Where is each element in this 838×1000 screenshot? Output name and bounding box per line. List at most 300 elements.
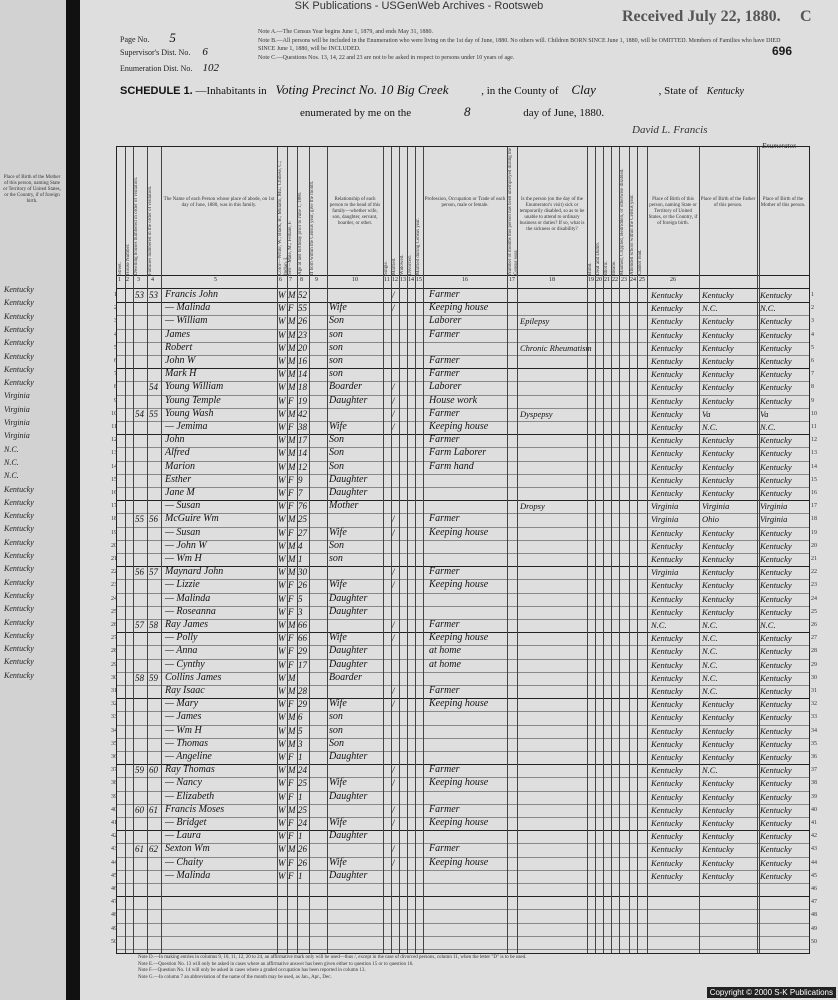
line-number: 46 [111,886,117,892]
married-mark: / [392,514,395,525]
occupation-cell: Farmer [429,513,460,525]
line-number: 28 [111,648,117,655]
supervisor-value: 6 [202,46,208,58]
adjacent-page-entry: Virginia [4,418,30,427]
adjacent-page-entry: Kentucky [4,604,34,614]
page-binding [66,0,80,1000]
enumerated-line [300,104,604,120]
column-header: Color—White, W.; Black, B.; Mulatto, Mu.; Chinese, C.; Indian, I. [278,160,289,275]
color-cell: W [278,316,286,327]
column-number: 24 [630,277,636,283]
mother-birthplace-cell: Kentucky [760,765,792,776]
note-c: Note C.—Questions Nos. 13, 14, 22 and 23 are not to be asked in respect to persons under 10 years of age. [258,54,515,61]
line-number-right: 10 [811,410,817,417]
father-birthplace-cell: Kentucky [702,844,734,855]
enumerator-signature: David L. Francis [632,124,708,136]
line-number-right: 44 [811,859,817,866]
column-header: Is the person (on the day of the Enumerator's visit) sick or temporarily disabled, so as to be unable to attend to ordinary business or duties? If so, what is the sickness or disability? [519,197,585,232]
person-name: — Chaity [165,856,204,868]
family-number: 60 [149,765,158,776]
age-cell: 19 [298,395,307,406]
column-rule [287,147,288,953]
line-number: 41 [111,820,117,826]
adjacent-page-entry: Kentucky [4,670,34,680]
age-cell: 1 [298,791,303,802]
age-cell: 25 [298,514,307,525]
occupation-cell: Keeping house [429,632,489,644]
table-row [111,896,817,909]
person-name: John W [165,355,196,366]
column-header: Married during Census year. [416,218,421,275]
adjacent-page-entry: Kentucky [4,351,34,361]
age-cell: 16 [298,356,307,366]
line-number: 49 [111,925,117,932]
county-value: Clay [571,82,596,97]
family-number: 54 [149,382,158,393]
sex-cell: F [288,831,294,842]
sickness-cell: Chronic Rheumatism [520,342,592,353]
column-header: If born within the Census year, give the month. [310,180,315,275]
occupation-cell: Farmer [429,368,460,380]
birthplace-cell: Kentucky [651,580,683,591]
color-cell: W [278,356,286,366]
relationship-cell: Son [329,737,344,749]
line-number: 25 [111,608,117,615]
mother-birthplace-cell: Virginia [760,501,788,512]
column-rule [629,147,630,953]
column-header: Divorced. [408,255,413,275]
sex-cell: M [288,461,296,472]
color-cell: W [278,435,286,446]
age-cell: 29 [298,646,307,657]
person-name: — Thomas [165,737,209,749]
line-number-right: 2 [811,305,814,312]
relationship-cell: Wife [329,632,347,644]
adjacent-page-entry: Kentucky [4,537,34,547]
birthplace-cell: Kentucky [651,527,683,538]
color-cell: W [278,554,286,564]
adjacent-page-entry: Kentucky [4,285,34,294]
sex-cell: M [288,672,296,683]
supervisor-field [120,46,208,58]
line-number: 32 [111,701,117,708]
note-d: Note D.—In making entries in columns 9, 10, 11, 12, 20 to 24, an affirmative mark only will be used—thus /, except in the case of divorced persons, column 11, when the letter "D" is to be used. [138,955,527,960]
age-cell: 26 [298,316,307,327]
father-birthplace-cell: Kentucky [702,804,734,815]
mother-birthplace-cell: N.C. [760,620,776,630]
line-number: 17 [111,503,117,510]
color-cell: W [278,448,286,459]
adjacent-page-entry: Virginia [4,431,30,441]
column-rule [309,147,310,953]
column-number: 23 [621,277,627,283]
person-name: Alfred [165,447,190,459]
line-number-right: 37 [811,767,817,774]
line-number-right: 7 [811,371,814,378]
person-name: Robert [165,341,193,353]
relationship-cell: Daughter [329,869,368,881]
line-number-right: 46 [811,886,817,892]
line-number-right: 39 [811,793,817,800]
line-number-right: 45 [811,872,817,879]
color-cell: W [278,831,286,842]
sex-cell: F [288,422,294,432]
line-number-right: 42 [811,833,817,840]
line-number-right: 47 [811,899,817,906]
birthplace-cell: Kentucky [651,329,683,340]
relationship-cell: Daughter [329,473,368,485]
family-number: 55 [149,408,158,419]
column-header: Idiotic. [604,260,609,275]
sex-cell: F [288,303,294,314]
column-rule [637,147,638,953]
mother-birthplace-cell: Kentucky [760,699,792,710]
column-rule [423,147,424,953]
family-number: 59 [149,672,158,683]
mother-birthplace-cell: Kentucky [760,857,792,868]
mother-birthplace-cell: Kentucky [760,527,792,538]
sex-cell: M [288,514,296,525]
adjacent-page-entry: Kentucky [4,364,34,374]
father-birthplace-cell: Kentucky [702,488,734,498]
mother-birthplace-cell: Kentucky [760,659,792,670]
color-cell: W [278,474,286,485]
adjacent-page-entry: Kentucky [4,590,34,600]
occupation-cell: Farmer [429,619,460,630]
precinct-value: Voting Precinct No. 10 Big Creek [275,82,449,97]
adjacent-page-entry: Kentucky [4,497,34,507]
occupation-cell: Farmer [429,355,460,366]
father-birthplace-cell: Kentucky [702,778,734,789]
mother-birthplace-cell: Kentucky [760,580,792,591]
sickness-cell: Epilepsy [520,316,550,327]
line-number: 22 [111,569,117,576]
column-rule [611,147,612,953]
age-cell: 4 [298,540,303,551]
father-birthplace-cell: N.C. [702,646,718,657]
age-cell: 28 [298,686,307,696]
line-number-right: 33 [811,714,817,721]
line-number-right: 31 [811,688,817,694]
birthplace-cell: Kentucky [651,672,683,683]
sex-cell: F [288,474,294,485]
sex-cell: M [288,540,296,551]
relationship-cell: Mother [329,500,359,512]
line-number: 14 [111,463,117,470]
relationship-cell: Wife [329,856,347,868]
mother-birthplace-cell: Kentucky [760,804,792,815]
married-mark: / [392,765,395,776]
relationship-cell: Daughter [329,605,368,617]
column-header: Profession, Occupation or Trade of each person, male or female. [424,197,506,208]
line-number-right: 28 [811,648,817,655]
mother-birthplace-cell: Kentucky [760,540,792,551]
occupation-cell: Laborer [429,315,462,327]
sex-cell: M [288,686,296,696]
column-rule [415,147,416,953]
line-number: 36 [111,754,117,760]
footnotes [138,955,778,981]
line-number: 31 [111,688,117,694]
age-cell: 24 [298,765,307,776]
column-rule [603,147,604,953]
birthplace-cell: Kentucky [651,765,683,776]
state-value: Kentucky [706,86,744,97]
married-mark: / [392,844,395,855]
color-cell: W [278,408,286,419]
column-header: Sex—Male, M.; Female, F. [288,220,293,275]
age-cell: 66 [298,633,307,644]
person-name: — Laura [165,830,201,842]
line-number-right: 14 [811,463,817,470]
column-rule [517,147,518,953]
married-mark: / [392,580,395,591]
age-cell: 20 [298,342,307,353]
adjacent-page-entry: N.C. [4,444,19,454]
person-name: Young Wash [165,407,214,419]
person-name: Ray Thomas [165,764,215,776]
occupation-cell: Farmer [429,803,460,815]
family-number: 58 [149,620,158,630]
column-rule [399,147,400,953]
note-g: Note G.—In column 7 an abbreviation of the name of the month may be used, as Jan., Apr., Dec. [138,974,332,980]
relationship-cell: Wife [329,817,347,828]
father-birthplace-cell: N.C. [702,686,718,696]
received-stamp: Received July 22, 1880. [622,8,781,25]
color-cell: W [278,659,286,670]
column-header: Maimed, Crippled, Bedridden, or otherwise disabled. [620,168,625,275]
line-number: 2 [114,305,117,312]
father-birthplace-cell: Kentucky [702,738,734,749]
birthplace-cell: Kentucky [651,382,683,393]
person-name: Francis John [165,289,219,300]
age-cell: 12 [298,461,307,472]
occupation-cell: Farmer [429,328,460,340]
line-number-right: 3 [811,318,814,325]
person-name: — Malinda [165,869,211,881]
relationship-cell: Wife [329,777,347,789]
father-birthplace-cell: Kentucky [702,527,734,538]
column-rule [383,147,384,953]
column-rule [147,147,148,953]
line-number-right: 50 [811,938,817,945]
dwelling-number: 53 [135,290,144,300]
table-row [111,936,817,949]
birthplace-cell: Kentucky [651,395,683,406]
age-cell: 29 [298,699,307,710]
mother-birthplace-cell: Virginia [760,514,788,525]
person-name: Mark H [165,368,197,380]
age-cell: 55 [298,303,307,314]
column-header: Cannot read. [638,249,643,275]
color-cell: W [278,488,286,498]
column-rule [133,147,134,953]
relationship-cell: Daughter [329,830,368,842]
occupation-cell: Farmer [429,685,460,696]
person-name: Maynard John [165,566,224,578]
line-number-right: 13 [811,450,817,457]
person-name: Young William [165,381,224,393]
color-cell: W [278,620,286,630]
column-header: Place of Birth of the Father of this person. [700,197,756,208]
mother-birthplace-cell: Kentucky [760,791,792,802]
birthplace-cell: Kentucky [651,593,683,604]
column-header: Age at last birthday prior to June 1, 1880. [298,191,303,275]
age-cell: 66 [298,620,307,630]
sex-cell: F [288,752,294,762]
sex-cell: M [288,765,296,776]
column-header: Attended school within the Census year. [630,194,635,275]
birthplace-cell: Kentucky [651,290,683,300]
mother-birthplace-cell: Va [760,408,769,419]
relationship-cell: Wife [329,421,347,432]
dwelling-number: 56 [135,567,144,578]
color-cell: W [278,329,286,340]
occupation-cell: Laborer [429,381,462,393]
line-number-right: 5 [811,344,814,351]
sex-cell: M [288,725,296,736]
adjacent-page-strip [0,0,67,1000]
birthplace-cell: Kentucky [651,540,683,551]
line-number-right: 16 [811,490,817,496]
column-number: 1 [118,277,121,283]
adjacent-page-entry: N.C. [4,457,19,467]
color-cell: W [278,303,286,314]
stamped-page-number: 696 [772,44,793,58]
line-number: 3 [114,318,117,325]
age-cell: 9 [298,474,303,485]
relationship-cell: Daughter [329,487,368,498]
sex-cell: M [288,448,296,459]
line-number-right: 22 [811,569,817,576]
color-cell: W [278,857,286,868]
column-rule [595,147,596,953]
column-number: 17 [509,277,515,283]
column-number: 13 [400,277,406,283]
copyright-notice: Copyright © 2000 S-K Publications [707,987,836,998]
line-number: 20 [111,542,117,549]
age-cell: 7 [298,488,303,498]
line-number: 6 [114,358,117,364]
occupation-cell: Farmer [429,764,460,776]
mother-birthplace-cell: Kentucky [760,356,792,366]
sex-cell: F [288,778,294,789]
birthplace-cell: Kentucky [651,316,683,327]
line-number: 37 [111,767,117,774]
column-number: 20 [596,277,602,283]
birthplace-cell: Kentucky [651,738,683,749]
age-cell: 23 [298,329,307,340]
birthplace-cell: Kentucky [651,461,683,472]
relationship-cell: Son [329,539,344,551]
line-number-right: 38 [811,780,817,787]
occupation-cell: at home [429,645,461,657]
color-cell: W [278,818,286,828]
father-birthplace-cell: Kentucky [702,435,734,446]
color-cell: W [278,593,286,604]
occupation-cell: Keeping house [429,856,489,868]
father-birthplace-cell: N.C. [702,765,718,776]
line-number: 23 [111,582,117,589]
father-birthplace-cell: Virginia [702,501,730,512]
color-cell: W [278,369,286,380]
married-mark: / [392,422,395,432]
person-name: — William [165,315,208,327]
color-cell: W [278,804,286,815]
age-cell: 6 [298,712,303,723]
line-number: 8 [114,384,117,391]
mother-birthplace-cell: N.C. [760,422,776,432]
father-birthplace-cell: N.C. [702,659,718,670]
sex-cell: F [288,818,294,828]
column-rule [507,147,508,953]
column-header: Place of Birth of the Mother of this person. [760,197,806,208]
age-cell: 17 [298,435,307,446]
relationship-cell: Wife [329,526,347,538]
relationship-cell: Son [329,315,344,327]
column-number: 9 [315,277,318,283]
sex-cell: M [288,738,296,749]
color-cell: W [278,567,286,578]
color-cell: W [278,791,286,802]
line-number-right: 27 [811,635,817,642]
adjacent-page-entry: Kentucky [4,324,34,334]
adjacent-page-header: Place of Birth of the Mother of this person, naming State or Territory of United States, or the Country, if of foreign birth. [3,175,61,204]
father-birthplace-cell: N.C. [702,620,718,630]
age-cell: 26 [298,580,307,591]
relationship-cell: Son [329,447,344,459]
line-number: 11 [111,424,117,430]
sex-cell: F [288,699,294,710]
married-mark: / [392,686,395,696]
sex-cell: M [288,369,296,380]
sex-cell: M [288,342,296,353]
occupation-cell: Farm Laborer [429,447,487,459]
column-header: Married. [392,257,397,275]
relationship-cell: son [329,328,343,340]
line-number-right: 32 [811,701,817,708]
married-mark: / [392,804,395,815]
birthplace-cell: Kentucky [651,606,683,617]
mother-birthplace-cell: Kentucky [760,395,792,406]
birthplace-cell: Kentucky [651,369,683,380]
color-cell: W [278,422,286,432]
column-number: 18 [549,277,555,283]
father-birthplace-cell: Kentucky [702,369,734,380]
person-name: John [165,434,185,446]
column-number: 4 [151,277,154,283]
relationship-cell: Son [329,460,344,472]
census-table [111,146,817,954]
occupation-cell: Keeping house [429,817,489,828]
table-row [111,869,817,883]
adjacent-page-entry: Virginia [4,391,30,401]
color-cell: W [278,765,286,776]
adjacent-page-entry: Virginia [4,404,30,414]
relationship-cell: Son [329,434,344,446]
sex-cell: M [288,408,296,419]
line-number-right: 40 [811,806,817,813]
column-number: 21 [604,277,610,283]
mother-birthplace-cell: Kentucky [760,435,792,446]
enumerator-label: Enumerator. [762,142,797,150]
father-birthplace-cell: Kentucky [702,791,734,802]
father-birthplace-cell: Kentucky [702,316,734,327]
mother-birthplace-cell: Kentucky [760,316,792,327]
line-number: 10 [111,410,117,417]
color-cell: W [278,646,286,657]
sex-cell: F [288,580,294,591]
